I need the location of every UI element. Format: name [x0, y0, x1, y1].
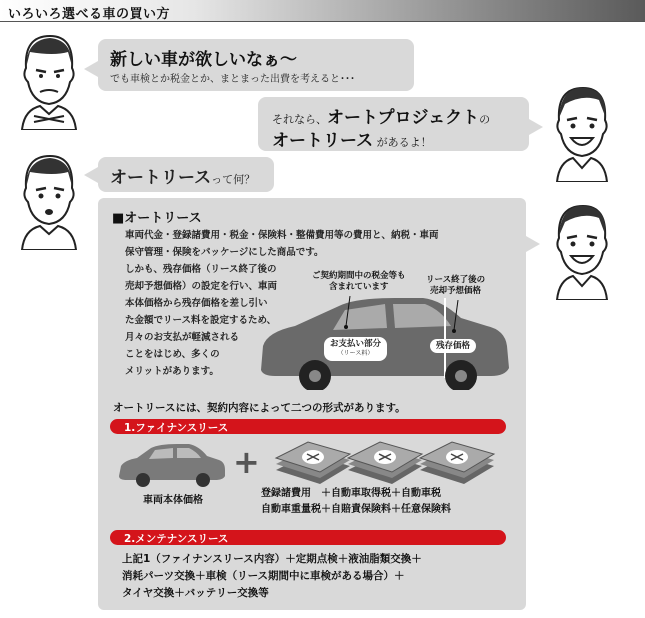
arrow-icon — [340, 296, 356, 330]
fees-line: 登録諸費用 ＋自動車取得税＋自動車税 — [261, 488, 441, 499]
maintenance-line: タイヤ交換＋バッテリー交換等 — [122, 587, 269, 599]
brand-name: オートプロジェクト — [327, 108, 480, 128]
maintenance-details — [122, 551, 422, 602]
description-line: メリットがあります。 — [125, 366, 219, 377]
description-line: 車両代金・登録諸費用・税金・保険料・整備費用等の費用と、納税・車両 — [125, 230, 439, 241]
maintenance-line: 消耗パーツ交換＋車検（リース期間中に車検がある場合）＋ — [122, 570, 405, 582]
money-stack-icon — [416, 440, 496, 488]
car-note-left — [312, 271, 406, 293]
description-line: ことをはじめ、多くの — [125, 349, 220, 360]
description-line: しかも、残存価格（リース終了後の — [125, 264, 277, 275]
money-stack-icon — [272, 440, 352, 488]
car-note-line: 含まれています — [329, 282, 389, 292]
question-suffix: って何？ — [211, 173, 256, 186]
arrow-icon — [448, 300, 464, 334]
page-title: いろいろ選べる車の買い方 — [8, 7, 171, 22]
car-note-line: リース終了後の — [426, 275, 486, 285]
description-top — [125, 227, 465, 261]
service-name: オートリース — [272, 131, 374, 151]
residual-badge: 残存価格 — [430, 339, 476, 353]
answer-suffix: があるよ！ — [373, 136, 432, 149]
car-price-caption: 車両本体価格 — [143, 495, 203, 506]
payment-badge — [324, 337, 387, 361]
description-line: 月々のお支払が軽減される — [125, 332, 240, 343]
payment-badge-sub: （リース料） — [337, 350, 374, 357]
maintenance-lease-title: 2.メンテナンスリース — [124, 533, 229, 545]
worried-man-icon — [14, 30, 84, 130]
maintenance-lease-bar — [110, 530, 506, 545]
finance-lease-title: 1.ファイナンスリース — [124, 422, 229, 434]
bubble-sub-text: でも車検とか税金とか、まとまった出費を考えると･･･ — [110, 74, 355, 85]
smiling-man-icon — [547, 200, 617, 300]
page-header — [0, 0, 645, 22]
car-icon — [115, 438, 229, 488]
section-title: ■オートリース — [112, 211, 202, 226]
forms-intro: オートリースには、契約内容によって二つの形式があります。 — [113, 402, 406, 414]
payment-badge-label: お支払い部分 — [330, 339, 382, 349]
speech-bubble-question — [98, 39, 414, 91]
bubble-main-text: 新しい車が欲しいなぁ～ — [110, 50, 297, 70]
panel-tail — [526, 236, 540, 252]
maintenance-line: 上記1（ファイナンスリース内容）＋定期点検＋液油脂類交換＋ — [122, 553, 422, 565]
description-line: 本体価格から残存価格を差し引い — [125, 298, 268, 309]
fees-line: 自動車重量税＋自賠責保険料＋任意保険料 — [261, 504, 451, 515]
description-line: た金額でリース料を設定するため、 — [125, 315, 277, 326]
finance-lease-bar — [110, 419, 506, 434]
answer-prefix: それなら、 — [272, 113, 327, 126]
car-note-line: 売却予想価格 — [430, 286, 482, 296]
description-line: 保守管理・保険をパッケージにした商品です。 — [125, 247, 324, 258]
money-stack-icon — [344, 440, 424, 488]
fees-list — [261, 486, 451, 518]
car-note-line: ご契約期間中の税金等も — [312, 271, 406, 281]
speech-bubble-what — [98, 157, 274, 192]
question-keyword: オートリース — [110, 168, 212, 188]
car-note-right — [426, 275, 485, 297]
answer-particle: の — [479, 113, 491, 126]
curious-man-icon — [14, 150, 84, 250]
smiling-man-icon — [547, 82, 617, 182]
description-line: 売却予想価格）の設定を行い、車両 — [125, 281, 278, 292]
speech-bubble-answer — [258, 97, 529, 151]
plus-sign: + — [233, 443, 260, 481]
